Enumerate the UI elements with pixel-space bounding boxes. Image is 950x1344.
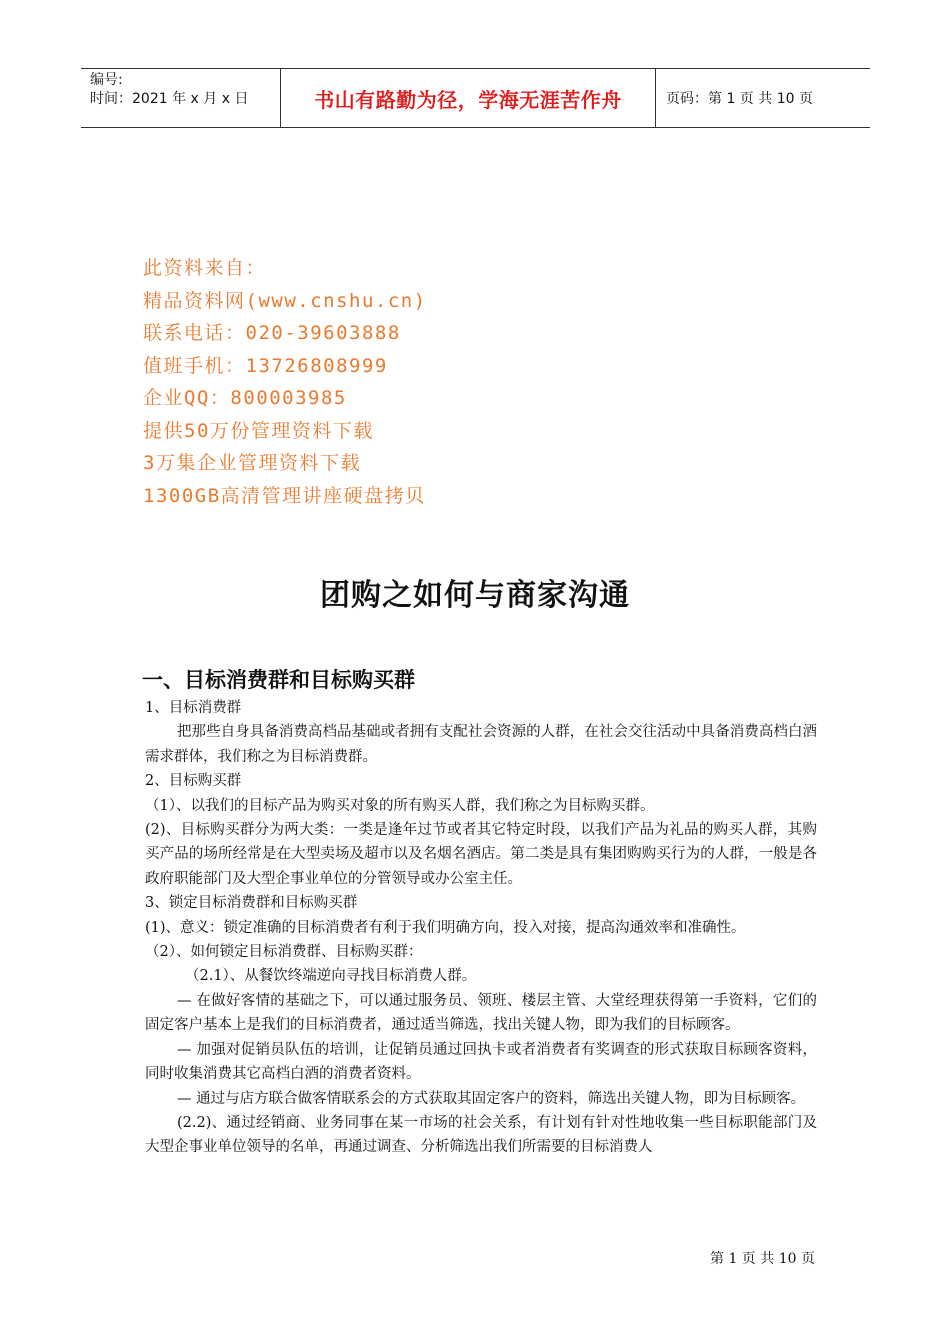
promo-line: 联系电话：020-39603888 <box>143 322 401 344</box>
paragraph: （2）、如何锁定目标消费群、目标购买群： <box>145 944 423 961</box>
page-footer: 第 1 页 共 10 页 <box>710 1251 815 1267</box>
promo-block <box>143 252 427 512</box>
document-title: 团购之如何与商家沟通 <box>320 578 630 613</box>
promo-line: 精品资料网(www.cnshu.cn) <box>143 289 427 312</box>
paragraph: （1）、以我们的目标产品为购买对象的所有购买人群，我们称之为目标购买群。 <box>145 797 655 814</box>
promo-line: 1300GB高清管理讲座硬盘拷贝 <box>143 484 426 507</box>
promo-line: 3万集企业管理资料下载 <box>143 452 361 474</box>
paragraph: 把那些自身具备消费高档品基础或者拥有支配社会资源的人群，在社会交往活动中具备消费高档白酒需求群体，我们称之为目标消费群。 <box>145 724 817 765</box>
paragraph: 1、目标消费群 <box>145 700 242 716</box>
promo-line: 值班手机：13726808999 <box>143 354 388 377</box>
promo-line: 企业QQ：800003985 <box>143 387 347 409</box>
section-heading: 一、目标消费群和目标购买群 <box>142 668 415 692</box>
header-page-info: 页码：第 1 页 共 10 页 <box>666 91 813 107</box>
header-meta <box>81 69 281 127</box>
paragraph: （2.1）、从餐饮终端逆向寻找目标消费人群。 <box>185 968 477 985</box>
page-header <box>81 68 870 128</box>
paragraph: — 加强对促销员队伍的培训，让促销员通过回执卡或者消费者有奖调查的形式获取目标顾客资料，同时收集消费其它高档白酒的消费者资料。 <box>145 1041 817 1083</box>
number-label: 编号: <box>90 72 123 88</box>
paragraph: (2.2)、通过经销商、业务同事在某一市场的社会关系，有计划有针对性地收集一些目标职能部门及大型企事业单位领导的名单，再通过调查、分析筛选出我们所需要的目标消费人 <box>145 1114 817 1156</box>
paragraph: 3、锁定目标消费群和目标购买群 <box>145 895 358 912</box>
header-motto: 书山有路勤为径，学海无涯苦作舟 <box>281 69 656 127</box>
paragraph: — 在做好客情的基础之下，可以通过服务员、领班、楼层主管、大堂经理获得第一手资料，它们的固定客户基本上是我们的目标消费者，通过适当筛选，找出关键人物，即为我们的目标顾客。 <box>145 992 817 1034</box>
promo-line: 此资料来自： <box>143 257 267 279</box>
paragraph: — 通过与店方联合做客情联系会的方式获取其固定客户的资料，筛选出关键人物，即为目标顾客。 <box>177 1090 806 1107</box>
document-body <box>142 666 817 1160</box>
promo-line: 提供50万份管理资料下载 <box>143 419 374 442</box>
time-label: 时间：2021 年 x 月 x 日 <box>90 91 249 107</box>
paragraph: (1)、意义：锁定准确的目标消费者有利于我们明确方向，投入对接，提高沟通效率和准确性。 <box>145 919 746 936</box>
paragraph: 2、目标购买群 <box>145 773 242 790</box>
paragraph: (2)、目标购买群分为两大类：一类是逢年过节或者其它特定时段，以我们产品为礼品的购买人群，其购买产品的场所经常是在大型卖场及超市以及名烟名酒店。第二类是具有集团购购买行为的人群，一般是各政府职能部门及大型企事业单位的分管领导或办公室主任。 <box>145 822 817 887</box>
